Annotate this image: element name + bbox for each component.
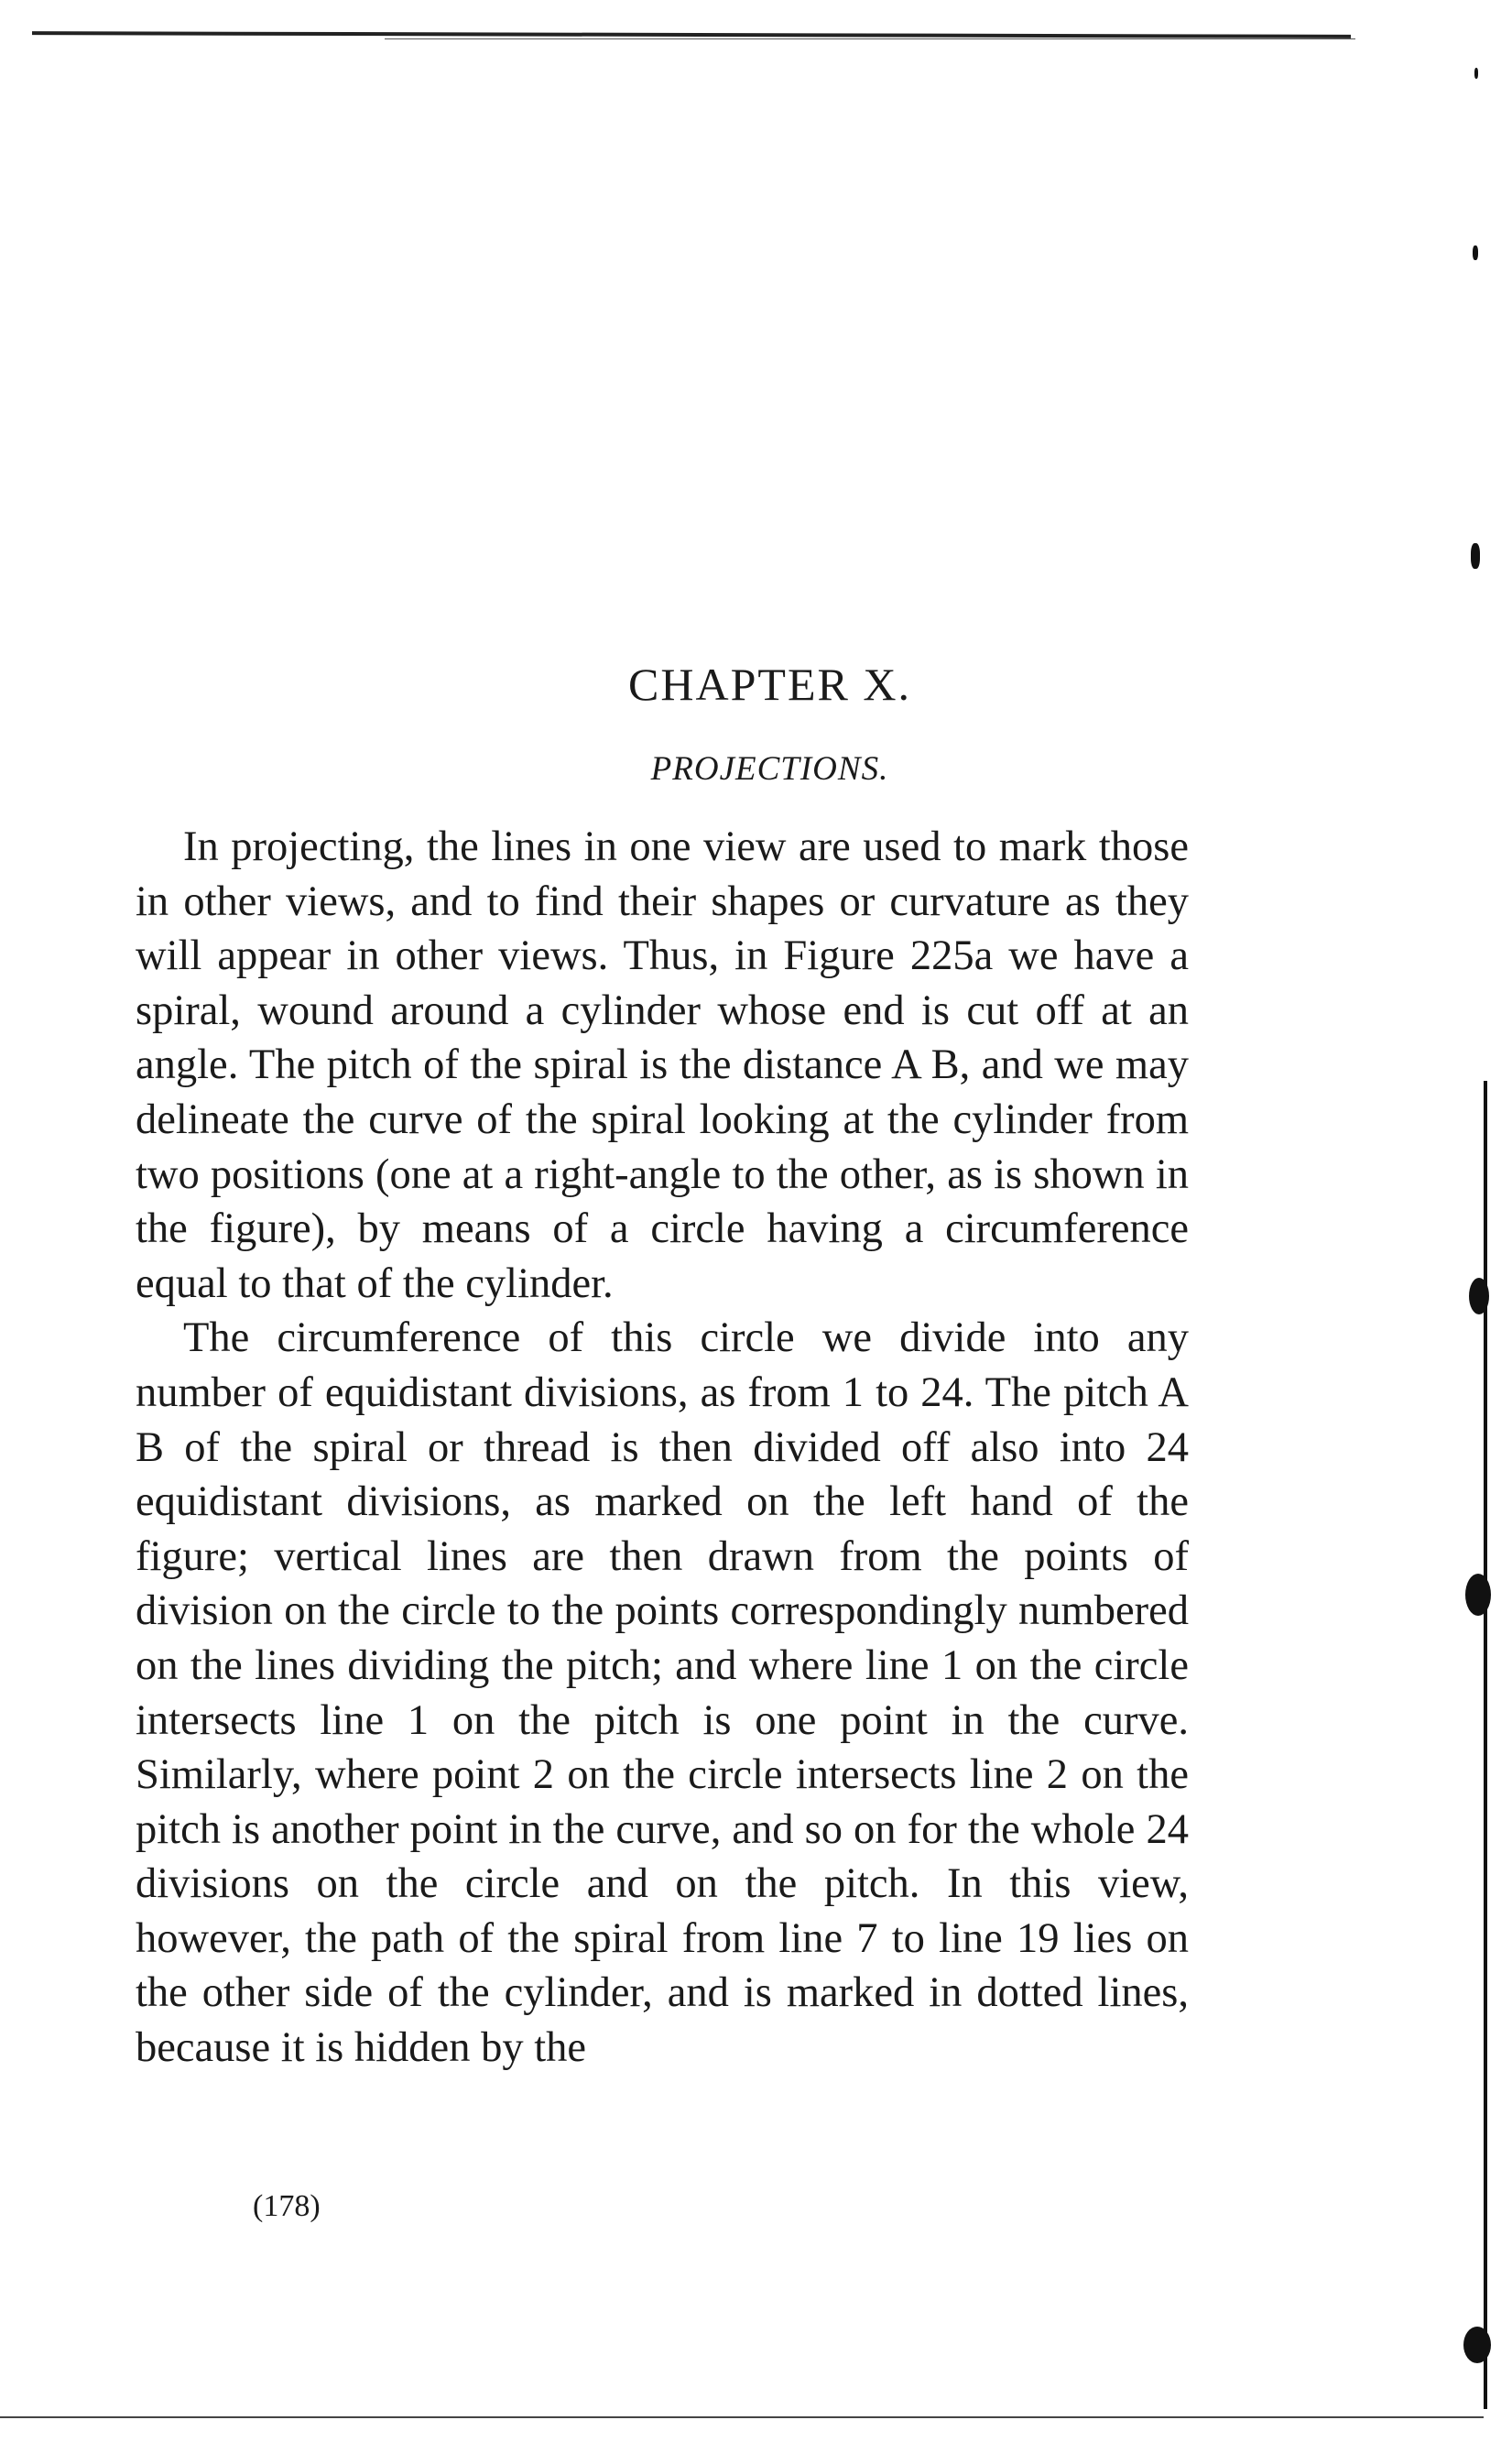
binding-edge-mark <box>1474 68 1478 79</box>
chapter-heading: CHAPTER X. <box>628 659 911 710</box>
body-text <box>136 820 1189 2076</box>
top-border-thin-rule <box>385 38 1355 39</box>
binding-edge-mark <box>1473 245 1478 260</box>
binding-edge-mark <box>1469 1278 1489 1314</box>
bottom-border-rule <box>0 2416 1484 2418</box>
page-number: (178) <box>253 2189 321 2223</box>
binding-edge-mark <box>1465 1574 1491 1616</box>
paragraph-2: The circumference of this circle we divide into any number of equidistant divisions, as from 1 to 24. The pitch A B of the spiral or thread is then divided off also into 24 equidistant divisions, as marked on the left hand of the figure; vertical lines are then drawn from the points of division on the circle to the points correspondingly numbered on the lines dividing the pitch; and where line 1 on the circle intersects line 1 on the pitch is one point in the curve. Similarly, where point 2 on the circle intersects line 2 on the pitch is another point in the curve, and so on for the whole 24 divisions on the circle and on the pitch. In this view, however, the path of the spiral from line 7 to line 19 lies on the other side of the cylinder, and is marked in dotted lines, because it is hidden by the <box>136 1314 1189 2072</box>
paragraph-1: In projecting, the lines in one view are used to mark those in other views, and to find their shapes or curvature as they will appear in other views. Thus, in Figure 225a we have a spiral, wound around a cylinder whose end is cut off at an angle. The pitch of the spiral is the distance A B, and we may delineate the curve of the spiral looking at the cylinder from two positions (one at a right-angle to the other, as is shown in the figure), by means of a circle having a circumference equal to that of the cylinder. <box>136 823 1189 1307</box>
chapter-subtitle: PROJECTIONS. <box>650 750 889 788</box>
top-border-rule <box>32 31 1351 38</box>
binding-edge-mark <box>1463 2327 1491 2363</box>
binding-edge-mark <box>1471 543 1480 569</box>
